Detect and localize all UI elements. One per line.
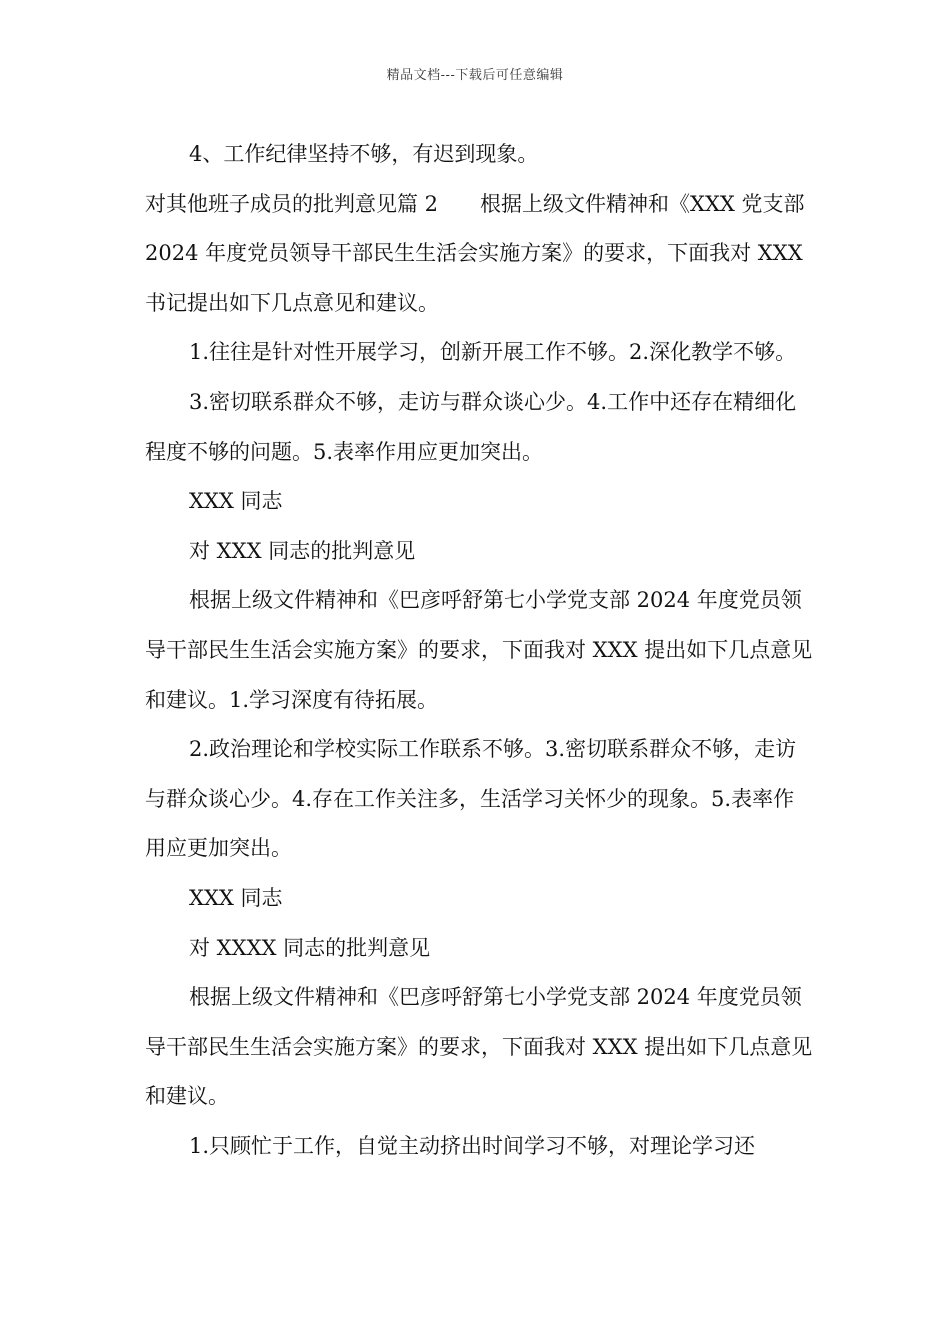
paragraph-10: 对 XXXX 同志的批判意见 (189, 935, 431, 960)
page-header: 精品文档---下载后可任意编辑 (386, 68, 564, 83)
paragraph-2: 对其他班子成员的批判意见篇 2 根据上级文件精神和《XXX 党支部 2024 年度党员领导干部民生生活会实施方案》的要求，下面我对 XXX 书记提出如下几点意见和建议。 (145, 191, 805, 315)
paragraph-5: XXX 同志 (189, 489, 283, 514)
paragraph-6: 对 XXX 同志的批判意见 (189, 538, 416, 563)
paragraph-8: 2.政治理论和学校实际工作联系不够。3.密切联系群众不够，走访与群众谈心少。4.存在工作关注多，生活学习关怀少的现象。5.表率作用应更加突出。 (145, 737, 797, 861)
paragraph-7: 根据上级文件精神和《巴彦呼舒第七小学党支部 2024 年度党员领导干部民生生活会实施方案》的要求，下面我对 XXX 提出如下几点意见和建议。1.学习深度有待拓展。 (145, 588, 813, 712)
paragraph-3: 1.往往是针对性开展学习，创新开展工作不够。2.深化教学不够。 (189, 340, 797, 365)
paragraph-1: 4、工作纪律坚持不够，有迟到现象。 (189, 142, 539, 166)
paragraph-9: XXX 同志 (189, 885, 283, 910)
document-body (145, 130, 815, 1171)
paragraph-4: 3.密切联系群众不够，走访与群众谈心少。4.工作中还存在精细化程度不够的问题。5.表率作用应更加突出。 (145, 389, 797, 464)
paragraph-11: 根据上级文件精神和《巴彦呼舒第七小学党支部 2024 年度党员领导干部民生生活会实施方案》的要求，下面我对 XXX 提出如下几点意见和建议。 (145, 985, 813, 1109)
paragraph-12: 1.只顾忙于工作，自觉主动挤出时间学习不够，对理论学习还 (189, 1133, 756, 1158)
